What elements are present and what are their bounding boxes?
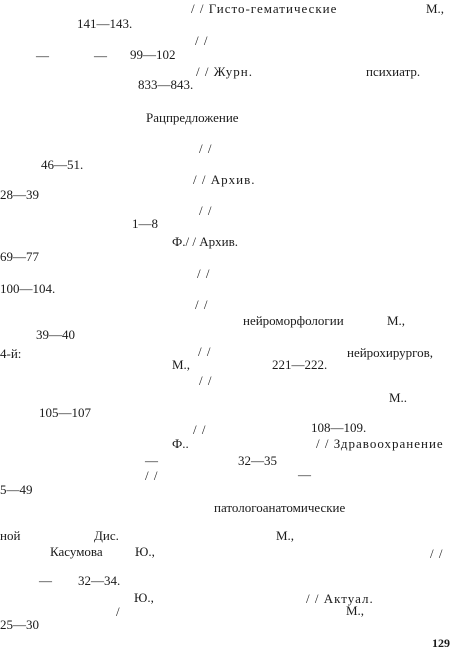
text-fragment: — [145,453,158,468]
text-fragment: М., [276,528,295,543]
text-fragment: / / [193,422,207,437]
text-fragment: / / Актуал. [306,591,374,606]
text-fragment: 141—143. [77,16,133,31]
text-fragment: 25—30 [0,617,39,632]
text-fragment: / / Здравоохранение [316,436,444,451]
text-fragment: 221—222. [272,357,328,372]
text-fragment: Ф./ / Архив. [172,234,238,249]
text-fragment: / / Журн. [196,64,253,79]
text-fragment: — [36,48,49,63]
text-fragment: 69—77 [0,249,39,264]
text-fragment: 833—843. [138,77,194,92]
text-fragment: 1—8 [132,216,158,231]
text-fragment: Ю., [135,544,155,559]
text-fragment: / [116,604,120,619]
text-fragment: / / Гисто-гематические [191,1,338,16]
text-fragment: / / [145,468,159,483]
text-fragment: 46—51. [41,157,84,172]
text-fragment: 5—49 [0,482,33,497]
text-fragment: 99—102 [130,47,176,62]
text-fragment: Касумова [50,544,103,559]
text-fragment: — [298,467,311,482]
text-fragment: / / [199,141,213,156]
text-fragment: / / [197,266,211,281]
text-fragment: патологоанатомические [214,500,346,515]
page-number: 129 [432,636,450,650]
text-fragment: нейроморфологии [243,313,344,328]
text-fragment: М., [346,603,365,618]
text-fragment: / / [195,33,209,48]
text-fragment: / / [199,203,213,218]
text-fragment: / / [199,373,213,388]
text-fragment: 28—39 [0,187,39,202]
text-fragment: / / [430,546,444,561]
text-fragment: 108—109. [311,420,367,435]
text-fragment: — [39,573,52,588]
text-fragment: 32—35 [238,453,277,468]
text-fragment: М., [426,1,445,16]
text-fragment: Рацпредложение [146,110,239,125]
text-fragment: 4-й: [0,346,22,361]
text-fragment: 105—107 [39,405,91,420]
text-fragment: / / [198,344,212,359]
text-fragment: Ф.. [172,436,189,451]
text-fragment: нейрохирургов, [347,345,434,360]
text-fragment: психиатр. [366,64,421,79]
text-fragment: 100—104. [0,281,56,296]
text-fragment: Ю., [134,590,154,605]
text-fragment: М., [172,357,191,372]
text-fragment: М.. [389,390,408,405]
text-fragment: — [94,48,107,63]
text-fragment: 32—34. [78,573,121,588]
text-fragment: ной [0,528,21,543]
text-fragment: 39—40 [36,327,75,342]
text-fragment: Дис. [94,528,119,543]
text-fragment: / / [195,297,209,312]
text-fragment: / / Архив. [193,172,256,187]
text-fragment: М., [387,313,406,328]
